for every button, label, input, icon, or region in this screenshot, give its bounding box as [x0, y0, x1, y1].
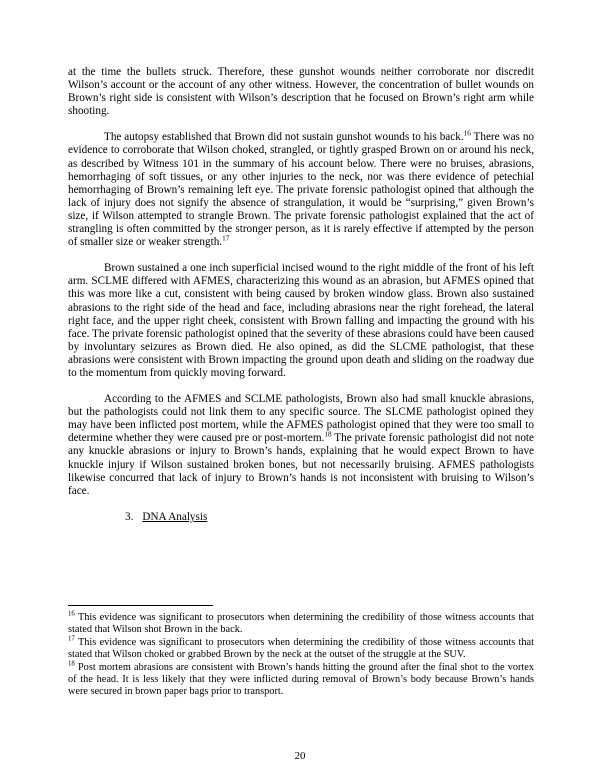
- footnote-separator: [68, 605, 213, 606]
- footnote-marker-18: 18: [68, 660, 75, 668]
- footnote-text: Post mortem abrasions are consistent with Brown’s hands hitting the ground after the final shot to the vortex of the head. It is less likely that they were inflicted during removal of Brown’s body because Brown’s hands were secured in brown paper bags prior to transport.: [68, 661, 534, 698]
- paragraph-incised-wound: [68, 262, 534, 380]
- paragraph-text: There was no evidence to corroborate that Wilson choked, strangled, or tightly grasped Brown on or around his neck, as described by Witness 101 in the summary of his account below. There were no bruises, abrasions, hemorrhaging of soft tissues, or any other injuries to the neck, nor was there evidence of petechial hemorrhaging of Brown’s remaining left eye. The private forensic pathologist opined that although the lack of injury does not signify the absence of strangulation, it would be “surprising,” given Brown’s size, if Wilson attempted to strangle Brown. The private forensic pathologist explained that the act of strangling is often committed by the stronger person, as it is rarely effective if attempted by the person of smaller size or weaker strength.: [68, 131, 535, 249]
- footnote-18: [68, 662, 534, 699]
- footnote-ref-16: 16: [463, 129, 471, 138]
- footnote-ref-18: 18: [324, 430, 332, 439]
- footnote-marker-17: 17: [68, 635, 75, 643]
- footnote-text: This evidence was significant to prosecutors when determining the credibility of those witness accounts that stated that Wilson choked or grabbed Brown by the neck at the outset of the struggle at the SUV.: [68, 636, 534, 661]
- paragraph-gunshot-wounds: [68, 66, 534, 118]
- body-text: [68, 66, 534, 524]
- footnotes-section: [68, 605, 534, 699]
- footnote-text: This evidence was significant to prosecutors when determining the credibility of those witness accounts that stated that Wilson shot Brown in the back.: [68, 612, 534, 636]
- paragraph-text: The autopsy established that Brown did not sustain gunshot wounds to his back.: [104, 131, 464, 144]
- footnote-17: [68, 637, 534, 662]
- section-title: DNA Analysis: [142, 510, 208, 523]
- paragraph-autopsy: [68, 131, 534, 249]
- section-number: 3.: [125, 510, 134, 523]
- paragraph-text: According to the AFMES and SCLME pathologists, Brown also had small knuckle abrasions, but the pathologists could not link them to any specific source. The SLCME pathologist opined they may have been inflicted post mortem, while the AFMES pathologist opined that they were too small to determine whether they were caused pre or post-mortem.: [68, 393, 534, 445]
- page-number: 20: [294, 750, 306, 762]
- footnote-16: [68, 612, 534, 637]
- paragraph-text: The private forensic pathologist did not note any knuckle abrasions or injury to Brown’s hands, explaining that he would expect Brown to have knuckle injury if Wilson sustained broken bones, but not necessarily bruising. AFMES pathologists likewise concurred that lack of injury to Brown’s hands is not inconsistent with bruising to Wilson’s face.: [68, 432, 534, 497]
- paragraph-text: at the time the bullets struck. Therefore, these gunshot wounds neither corroborate nor discredit Wilson’s account or the account of any other witness. However, the concentration of bullet wounds on Brown’s right side is consistent with Wilson’s description that he focused on Brown’s right arm while shooting.: [68, 66, 534, 118]
- paragraph-text: Brown sustained a one inch superficial incised wound to the right middle of the front of his left arm. SCLME differed with AFMES, characterizing this wound as an abrasion, but AFMES opined that this was more like a cut, consistent with being caused by broken window glass. Brown also sustained abrasions to the right side of the head and face, including abrasions near the right forehead, the lateral right face, and the upper right cheek, consistent with Brown falling and impacting the ground with his face. The private forensic pathologist opined that the severity of these abrasions could have been caused by involuntary seizures as Brown died. He also opined, as did the SLCME pathologist, that these abrasions were consistent with Brown impacting the ground upon death and sliding on the roadway due to the momentum from quickly moving forward.: [68, 262, 534, 379]
- footnote-ref-17: 17: [222, 234, 230, 243]
- section-heading-dna-analysis: [125, 511, 534, 524]
- paragraph-knuckle-abrasions: [68, 393, 534, 498]
- footnote-marker-16: 16: [68, 610, 75, 618]
